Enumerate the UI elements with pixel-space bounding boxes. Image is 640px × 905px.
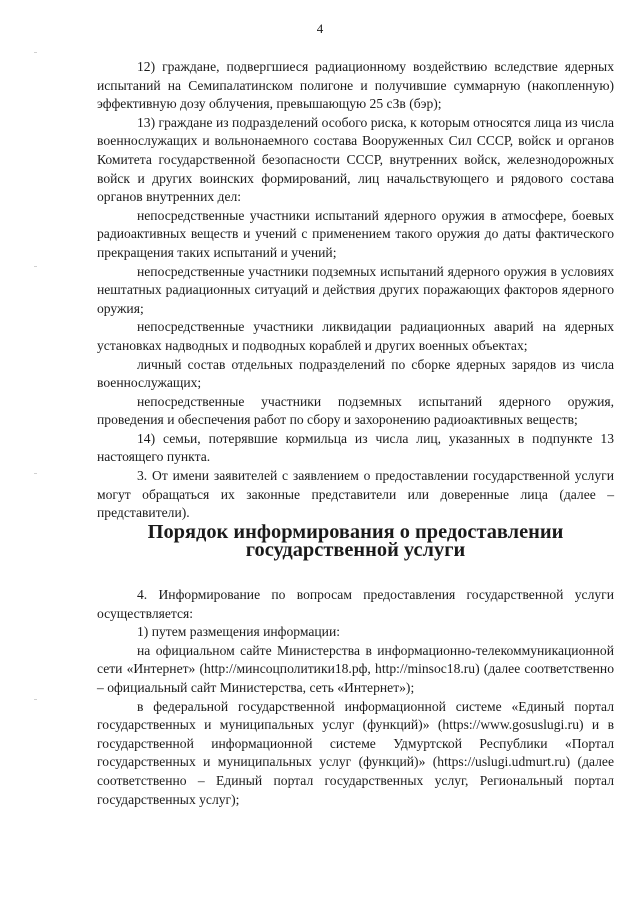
paragraph: 14) семьи, потерявшие кормильца из числа лиц, указанных в подпункте 13 настоящего пункта. [97,430,614,465]
paragraph: 1) путем размещения информации: [137,624,341,640]
scan-mark [34,266,37,267]
paragraph: на официальном сайте Министерства в информационно-телекоммуникационной сети «Интернет» (http://минсоцполитики18.рф, http://minsoc18.ru) (далее соответственно – официальный сайт Министерства, сеть «Интернет»); [97,642,614,695]
paragraph: 13) граждане из подразделений особого риска, к которым относятся лица из числа военнослужащих и вольнонаемного состава Вооруженных Сил СССР, войск и органов Комитета государственной безопасности СССР, внутренних войск, железнодорожных войск и других воинских формирований, лиц начальствующего и рядового состава органов внутренних дел: [97,114,614,205]
section-heading [97,520,614,562]
paragraph: непосредственные участники ликвидации радиационных аварий на ядерных установках надводных и подводных кораблей и других военных объектах; [97,319,614,353]
document-body [97,58,614,809]
paragraph: в федеральной государственной информационной системе «Единый портал государственных и муниципальных услуг (функций)» (https://www.gosuslugi.ru) и в государственной информационной системе Удмуртской Республики «Портал государственных и муниципальных услуг (функций)» (https://uslugi.udmurt.ru) (далее соответственно – Единый портал государственных услуг, Региональный портал государственных услуг); [97,698,614,807]
paragraph: личный состав отдельных подразделений по сборке ядерных зарядов из числа военнослужащих; [97,356,614,391]
heading-line: государственной услуги [245,539,466,562]
page-number: 4 [316,21,324,36]
paragraph: 4. Информирование по вопросам предоставления государственной услуги осуществляется: [97,587,614,621]
scan-mark [34,52,37,53]
paragraph: непосредственные участники подземных испытаний ядерного оружия в условиях нештатных радиационных ситуаций и действия других поражающих факторов ядерного оружия; [97,263,614,316]
scan-mark [34,473,37,474]
paragraph: непосредственные участники испытаний ядерного оружия в атмосфере, боевых радиоактивных веществ и учений с применением такого оружия до даты фактического прекращения таких испытаний и учений; [97,207,614,260]
scan-mark [34,699,37,700]
paragraph: 12) граждане, подвергшиеся радиационному воздействию вследствие ядерных испытаний на Семипалатинском полигоне и получившие суммарную (накопленную) эффективную дозу облучения, превышающую 25 сЗв (бэр); [97,59,614,112]
paragraph: 3. От имени заявителей с заявлением о предоставлении государственной услуги могут обращаться их законные представители или доверенные лица (далее – представители). [97,468,614,521]
heading-line: Порядок информирования о предоставлении [147,520,564,543]
paragraph: непосредственные участники подземных испытаний ядерного оружия, проведения и обеспечения работ по сбору и захоронению радиоактивных веществ; [97,393,614,428]
